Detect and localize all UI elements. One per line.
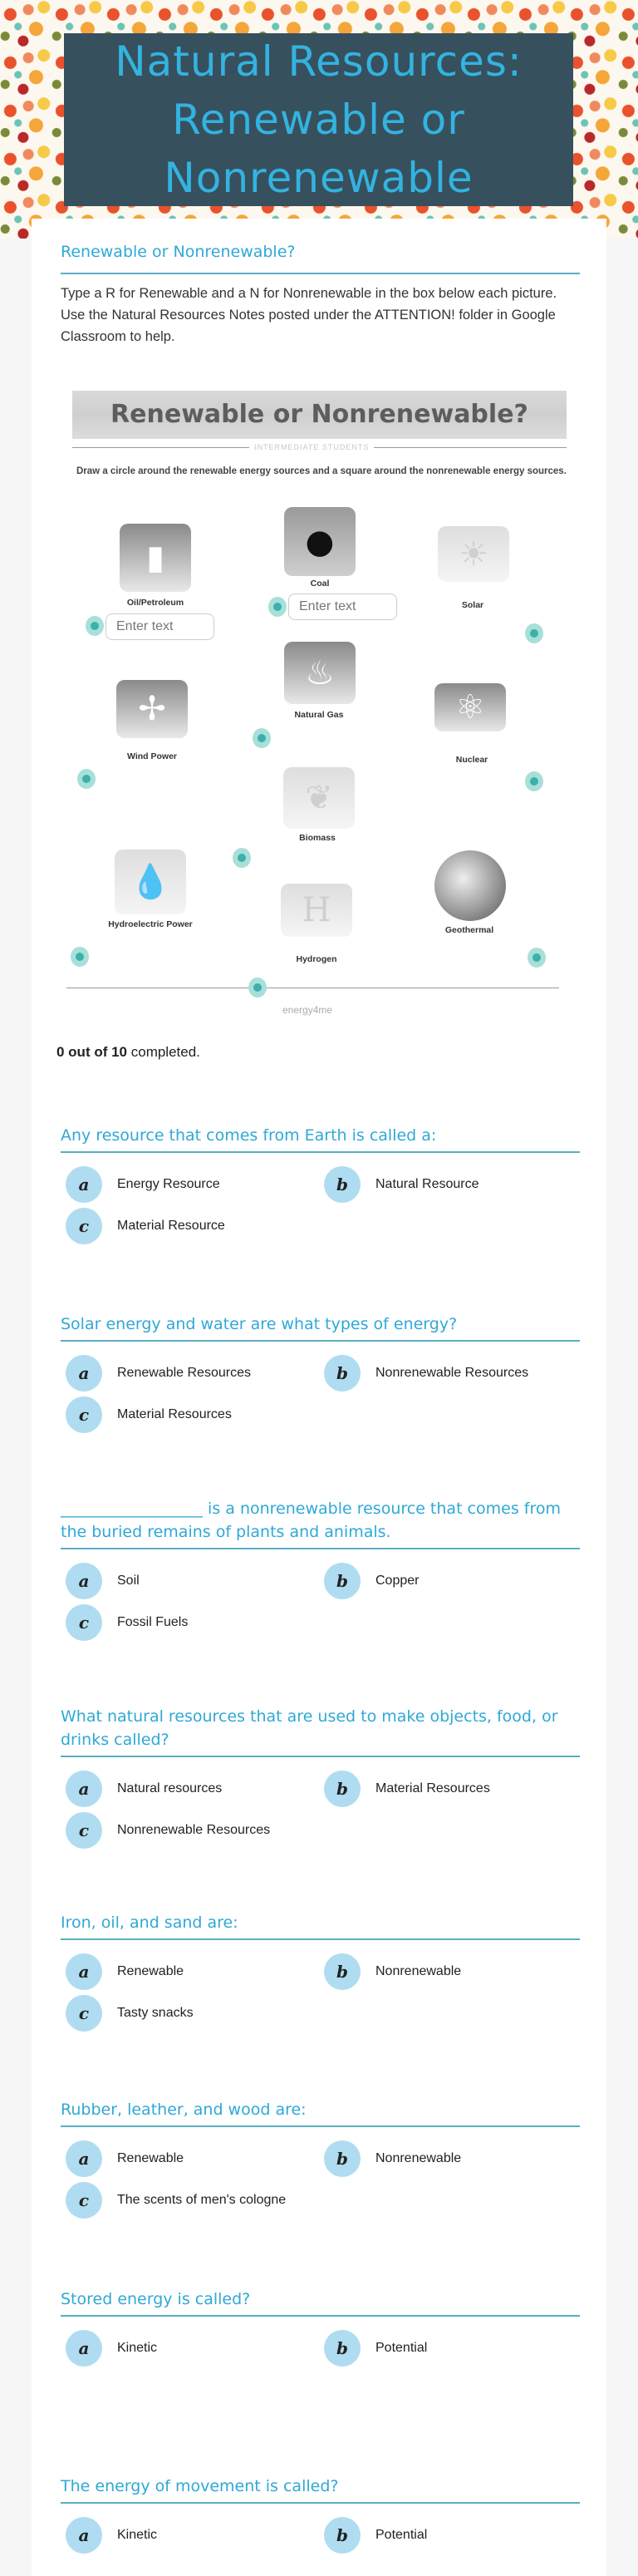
question-divider xyxy=(61,1756,580,1757)
option-c[interactable] xyxy=(66,2182,286,2219)
label-nuclear: Nuclear xyxy=(455,755,488,765)
coal-answer-input[interactable] xyxy=(288,594,397,620)
option-letter-bubble: a xyxy=(66,2517,102,2554)
option-b[interactable] xyxy=(324,1771,490,1807)
sun-icon: ☀ xyxy=(438,526,509,582)
option-label: Tasty snacks xyxy=(117,2006,194,2020)
option-label: Fossil Fuels xyxy=(117,1615,189,1629)
water-drops-icon: 💧 xyxy=(115,850,186,914)
hotspot-biomass[interactable] xyxy=(233,848,251,868)
option-letter-bubble: b xyxy=(324,2330,361,2367)
option-b[interactable] xyxy=(324,2517,427,2554)
question-text: Iron, oil, and sand are: xyxy=(61,1914,238,1932)
title-line-2: Renewable or xyxy=(172,96,465,144)
oil-answer-input[interactable] xyxy=(106,613,214,640)
question-text: What natural resources that are used to make objects, food, or drinks called? xyxy=(61,1707,558,1749)
option-letter-bubble: c xyxy=(66,2182,102,2219)
option-letter-bubble: a xyxy=(66,1953,102,1990)
question-divider xyxy=(61,2502,580,2504)
option-a[interactable] xyxy=(66,2517,157,2554)
option-b[interactable] xyxy=(324,1563,419,1599)
hotspot-solar[interactable] xyxy=(525,623,543,643)
option-label: Nonrenewable xyxy=(375,1964,462,1978)
label-geothermal: Geothermal xyxy=(444,925,494,935)
wind-turbine-icon: ✢ xyxy=(116,680,188,738)
earth-core-icon xyxy=(434,850,506,921)
option-letter-bubble: a xyxy=(66,1563,102,1599)
option-letter-bubble: c xyxy=(66,1812,102,1849)
worksheet-banner: Renewable or Nonrenewable? xyxy=(72,391,567,439)
option-letter-bubble: b xyxy=(324,1355,361,1391)
option-letter-bubble: a xyxy=(66,2140,102,2177)
option-b[interactable] xyxy=(324,2330,427,2367)
option-a[interactable] xyxy=(66,2330,157,2367)
corn-icon: ❦ xyxy=(283,767,355,829)
option-label: Soil xyxy=(117,1574,140,1588)
option-letter-bubble: b xyxy=(324,1166,361,1203)
hotspot-geothermal[interactable] xyxy=(528,948,546,968)
option-letter-bubble: c xyxy=(66,1604,102,1641)
oil-barrel-icon: ▮ xyxy=(120,524,191,592)
option-label: Material Resources xyxy=(117,1407,232,1421)
option-b[interactable] xyxy=(324,1166,479,1203)
worksheet-subtitle: INTERMEDIATE STUDENTS xyxy=(249,442,374,452)
question-6 xyxy=(0,2101,638,2210)
title-banner xyxy=(64,33,573,206)
option-b[interactable] xyxy=(324,2140,461,2177)
option-label: Nonrenewable Resources xyxy=(375,1366,529,1380)
option-a[interactable] xyxy=(66,2140,184,2177)
option-label: Natural Resource xyxy=(375,1177,479,1191)
question-divider xyxy=(61,1151,580,1153)
option-letter-bubble: b xyxy=(324,2140,361,2177)
question-divider xyxy=(61,1938,580,1940)
option-label: Renewable Resources xyxy=(117,1366,251,1380)
option-b[interactable] xyxy=(324,1355,528,1391)
energy4me-logo: energy4me xyxy=(282,1004,333,1016)
question-text: Any resource that comes from Earth is called a: xyxy=(61,1126,437,1145)
option-letter-bubble: a xyxy=(66,1355,102,1391)
label-coal: Coal xyxy=(310,579,330,589)
question-text: Rubber, leather, and wood are: xyxy=(61,2101,307,2119)
option-c[interactable] xyxy=(66,1208,225,1244)
option-letter-bubble: b xyxy=(324,1953,361,1990)
question-2 xyxy=(0,1315,638,1425)
option-c[interactable] xyxy=(66,1396,232,1433)
hotspot-coal[interactable] xyxy=(268,597,287,617)
option-label: Natural resources xyxy=(117,1781,223,1795)
hotspot-nuclear[interactable] xyxy=(525,771,543,791)
option-letter-bubble: c xyxy=(66,1208,102,1244)
option-letter-bubble: a xyxy=(66,1771,102,1807)
option-letter-bubble: c xyxy=(66,1396,102,1433)
heading-divider xyxy=(61,273,580,274)
hotspot-natural-gas[interactable] xyxy=(253,728,271,748)
option-c[interactable] xyxy=(66,1995,194,2032)
label-wind: Wind Power xyxy=(127,751,177,761)
progress-count: 0 out of 10 xyxy=(56,1044,128,1060)
coal-icon: ● xyxy=(284,507,356,576)
question-5 xyxy=(0,1914,638,2023)
progress-suffix: completed. xyxy=(127,1044,200,1060)
option-label: Nonrenewable xyxy=(375,2151,462,2165)
label-natural-gas: Natural Gas xyxy=(294,710,344,720)
option-c[interactable] xyxy=(66,1604,188,1641)
flame-icon: ♨ xyxy=(284,642,356,704)
instructions-text: Type a R for Renewable and a N for Nonrenewable in the box below each picture. Use the Natural Resources Notes posted under the ATTENTION! folder in Google Classroom to help. xyxy=(61,286,557,344)
option-label: Copper xyxy=(375,1574,420,1588)
question-3 xyxy=(0,1500,638,1633)
question-divider xyxy=(61,2125,580,2127)
section-heading: Renewable or Nonrenewable? xyxy=(61,243,296,261)
option-a[interactable] xyxy=(66,1771,222,1807)
hotspot-wind[interactable] xyxy=(77,769,96,789)
hydrogen-icon: H xyxy=(281,884,352,937)
option-letter-bubble: b xyxy=(324,2517,361,2554)
option-letter-bubble: a xyxy=(66,2330,102,2367)
question-text: Solar energy and water are what types of energy? xyxy=(61,1315,458,1333)
question-text: __________________ is a nonrenewable resource that comes from the buried remains of plants and animals. xyxy=(61,1500,561,1541)
question-1 xyxy=(0,1126,638,1236)
option-label: Potential xyxy=(375,2341,428,2355)
hotspot-hydro[interactable] xyxy=(71,947,89,967)
option-label: Energy Resource xyxy=(117,1177,220,1191)
option-label: Renewable xyxy=(117,1964,184,1978)
title-line-3: Nonrenewable xyxy=(164,154,474,202)
label-oil: Oil/Petroleum xyxy=(126,598,184,608)
option-letter-bubble: b xyxy=(324,1563,361,1599)
question-divider xyxy=(61,2315,580,2317)
option-label: Material Resource xyxy=(117,1219,225,1233)
worksheet-instructions: Draw a circle around the renewable energy sources and a square around the nonrenewable energy sources. xyxy=(76,466,567,476)
option-label: Nonrenewable Resources xyxy=(117,1823,271,1837)
option-c[interactable] xyxy=(66,1812,270,1849)
question-text: Stored energy is called? xyxy=(61,2290,251,2308)
question-divider xyxy=(61,1548,580,1549)
option-letter-bubble: c xyxy=(66,1995,102,2032)
label-biomass: Biomass xyxy=(299,833,336,843)
option-label: Material Resources xyxy=(375,1781,490,1795)
option-a[interactable] xyxy=(66,1166,220,1203)
question-7 xyxy=(0,2290,638,2358)
option-letter-bubble: a xyxy=(66,1166,102,1203)
question-divider xyxy=(61,1340,580,1342)
option-a[interactable] xyxy=(66,1355,251,1391)
label-hydro: Hydroelectric Power xyxy=(108,919,193,929)
title-line-1: Natural Resources: xyxy=(115,37,523,86)
label-hydrogen: Hydrogen xyxy=(296,954,337,964)
atom-icon: ⚛ xyxy=(434,683,506,731)
option-a[interactable] xyxy=(66,1953,184,1990)
option-label: The scents of men's cologne xyxy=(117,2193,287,2207)
question-text: The energy of movement is called? xyxy=(61,2477,339,2495)
option-b[interactable] xyxy=(324,1953,461,1990)
option-label: Kinetic xyxy=(117,2341,158,2355)
label-solar: Solar xyxy=(461,600,484,610)
option-label: Kinetic xyxy=(117,2528,158,2542)
hotspot-hydrogen[interactable] xyxy=(248,978,267,997)
option-letter-bubble: b xyxy=(324,1771,361,1807)
question-8 xyxy=(0,2477,638,2545)
option-a[interactable] xyxy=(66,1563,140,1599)
option-label: Renewable xyxy=(117,2151,184,2165)
option-label: Potential xyxy=(375,2528,428,2542)
hotspot-oil[interactable] xyxy=(86,616,104,636)
progress-text xyxy=(56,1043,200,1061)
